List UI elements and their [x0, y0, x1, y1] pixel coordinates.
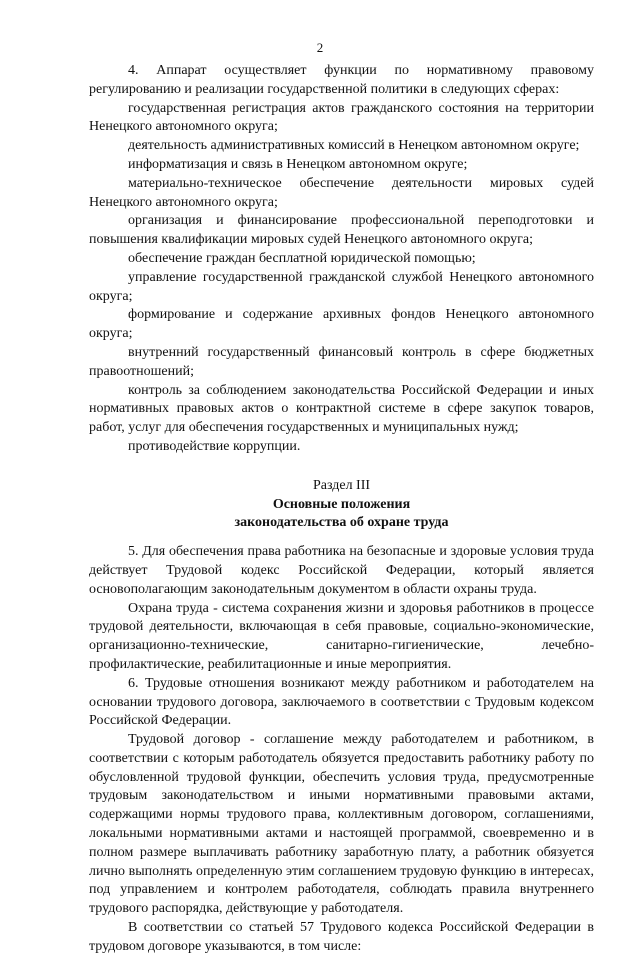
document-body [89, 62, 594, 957]
section-label: Раздел III [312, 477, 371, 493]
page-number: 2 [316, 40, 324, 55]
section-heading [89, 477, 594, 533]
section-title-line1: Основные положения [272, 496, 411, 512]
list-item: обеспечение граждан бесплатной юридической помощью; [128, 250, 476, 266]
paragraph-article-57: В соответствии со статьей 57 Трудового кодекса Российской Федерации в трудовом договоре указываются, в том числе: [89, 920, 594, 954]
list-item: управление государственной гражданской службой Ненецкого автономного округа; [89, 269, 594, 304]
list-item: деятельность административных комиссий в Ненецком автономном округе; [128, 138, 580, 154]
list-item: противодействие коррупции. [128, 438, 301, 454]
list-item: государственная регистрация актов гражданского состояния на территории Ненецкого автономного округа; [89, 100, 594, 135]
paragraph-labor-protection: Охрана труда - система сохранения жизни и здоровья работников в процессе трудовой деятельности, включающая в себя правовые, социально-экономические, организационно-технические, санитарно-гигиенические, лечебно-профилактические, реабилитационные и иные мероприятия. [89, 600, 594, 672]
list-item: внутренний государственный финансовый контроль в сфере бюджетных правоотношений; [89, 344, 594, 379]
paragraph-4-intro: 4. Аппарат осуществляет функции по нормативному правовому регулированию и реализации государственной политики в следующих сферах: [89, 63, 594, 97]
paragraph-5: 5. Для обеспечения права работника на безопасные и здоровые условия труда действует Трудовой кодекс Российской Федерации, который является основополагающим законодательным документом в области охраны труда. [89, 544, 594, 597]
list-item: контроль за соблюдением законодательства Российской Федерации и иных нормативных правовых актов о контрактной системе в сфере закупок товаров, работ, услуг для обеспечения государственных и муниципальных нужд; [89, 382, 594, 436]
list-item: информатизация и связь в Ненецком автономном округе; [128, 156, 468, 172]
paragraph-labor-contract: Трудовой договор - соглашение между работодателем и работником, в соответствии с которым работодатель обязуется предоставить работнику работу по обусловленной трудовой функции, обеспечить условия труда, предусмотренные трудовым законодательством и иными нормативными правовыми актами, содержащими нормы трудового права, коллективным договором, соглашениями, локальными нормативными актами и настоящей программой, своевременно и в полном размере выплачивать работнику заработную плату, а работник обязуется лично выполнять определенную этим соглашением трудовую функцию в интересах, под управлением и контролем работодателя, соблюдать правила внутреннего трудового распорядка, действующие у работодателя. [89, 732, 594, 917]
section-title-line2: законодательства об охране труда [234, 515, 449, 531]
list-item: организация и финансирование профессиональной переподготовки и повышения квалификации мировых судей Ненецкого автономного округа; [89, 213, 594, 248]
list-item: формирование и содержание архивных фондов Ненецкого автономного округа; [89, 307, 594, 342]
paragraph-6: 6. Трудовые отношения возникают между работником и работодателем на основании трудового договора, заключаемого в соответствии с Трудовым кодексом Российской Федерации. [89, 675, 594, 729]
list-item: материально-техническое обеспечение деятельности мировых судей Ненецкого автономного округа; [89, 175, 594, 210]
